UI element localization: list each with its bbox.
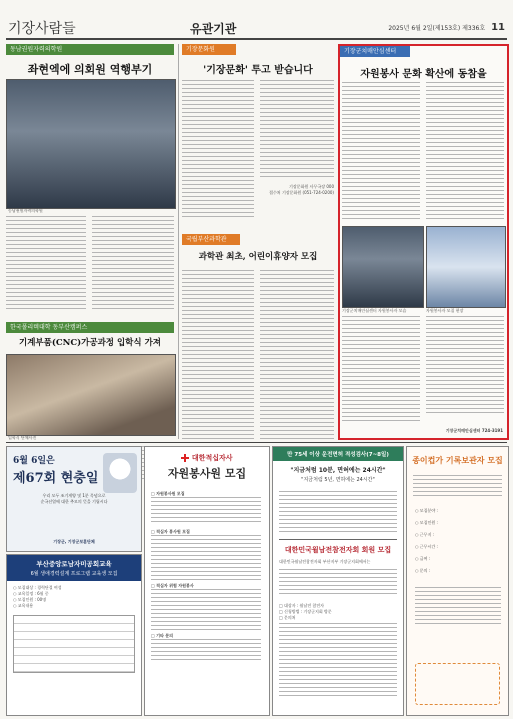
ad4-item: □ 대상자 : 월남전 참전자: [279, 603, 324, 608]
col3-body-c: [342, 316, 420, 426]
col3-photo2-caption: 자원봉사자 모집 현장: [426, 308, 464, 313]
issue-date: 2025년 6월 2일(제153호): [388, 25, 461, 32]
column-2: [182, 44, 334, 262]
ad5-intro: [413, 475, 502, 499]
ad1-title: 제67회 현충일: [13, 471, 99, 486]
ad2-item: ○ 교육일정 : 6월 중: [13, 591, 49, 596]
ad4-body: [279, 491, 397, 535]
col2-section2-body-a: [182, 270, 254, 440]
ad2-item: ○ 모집인원 : 00명: [13, 597, 47, 602]
col3-photo-2: [426, 226, 506, 308]
ad5-item: ○ 문의 :: [415, 568, 431, 573]
ad5-item: ○ 모집인원 :: [415, 520, 438, 525]
ad5-item: ○ 급여 :: [415, 556, 431, 561]
col1-section2-headline: 기계부품(CNC)가공과정 입학식 가져: [18, 338, 161, 348]
col2-section2-headline: 과학관 최초, 어린이휴양자 모집: [198, 252, 318, 262]
ad-license-and-veterans: [272, 446, 404, 716]
ad2-title: 부산중앙로남자미공회교육: [7, 555, 141, 570]
ad4-section2-sub: 대한민국월남전참전자회 부산지부 기장군지회에서는: [279, 559, 371, 564]
col3-body-d: [426, 316, 504, 416]
issue-info: [388, 22, 505, 33]
ad2-table: [13, 615, 135, 673]
ad3-item: □ 적십자 봉사원 모집: [151, 529, 190, 534]
col2-section2-body-b: [260, 270, 334, 440]
col1-section2-caption: 입학식 단체사진: [8, 435, 37, 440]
col3-body-b: [426, 82, 504, 222]
col3-photo-1: [342, 226, 424, 308]
ad3-item-body: [151, 639, 261, 667]
ad5-item: ○ 근무지 :: [415, 532, 434, 537]
ad4-section2-list: [279, 603, 397, 621]
col2-headline: '기장문화' 투고 받습니다: [203, 65, 313, 76]
col2-body-a: [182, 80, 254, 220]
col3-photo-caption: 기장군치매안심센터 자원봉사자 모습: [342, 308, 407, 313]
column-3-highlight: [338, 44, 509, 440]
ad1-org: 기장군, 기장군보훈단체: [53, 539, 95, 544]
ad5-body: [415, 587, 501, 627]
red-cross-icon: [181, 454, 189, 462]
ad4-sub2: "지금처럼 5년, 면허에는 24시간": [301, 477, 375, 483]
ad4-section2-body-2: [279, 623, 397, 703]
ad5-note-box: [415, 663, 500, 705]
col2-contact: 기장문화원 사무국장 000 접수처 기장문화원 (051-724-0200): [269, 184, 334, 195]
ad3-list: [145, 481, 269, 673]
ads-divider: [6, 442, 507, 443]
col1-tag: 동남권원자력의학원: [6, 44, 174, 55]
col2-tag: 기장문화원: [182, 44, 236, 55]
col1-body-a: [6, 216, 86, 316]
ad5-item: ○ 모집분야 :: [415, 508, 438, 513]
col2-section2-tag: 국립부산과학관: [182, 234, 240, 245]
column-1: [6, 44, 174, 440]
ad1-date: 6월 6일은: [13, 456, 55, 466]
ad4-item: □ 신청방법 : 기장군지회 방문: [279, 609, 332, 614]
issue-number: 제336호: [462, 25, 486, 32]
section-title: 기장사람들: [8, 21, 76, 37]
header-divider: [6, 38, 507, 40]
ad4-section2-title: 대한민국월남전참전자회 회원 모집: [284, 546, 392, 554]
ad-recruitment: [406, 446, 509, 716]
col1-section2-tag: 한국폴리텍대학 동부산캠퍼스: [6, 322, 174, 333]
col3-body-a: [342, 82, 420, 222]
ad5-title: 종이컵가 기록보관자 모집: [412, 455, 503, 465]
ad3-item: □ 적십자 위험 자원봉사: [151, 583, 194, 588]
ad4-section2-body: [279, 569, 397, 599]
ad2-item: ○ 모집대상 : 경력단절 여성: [13, 585, 62, 590]
ad2-sub: 6월 생애경력설계 프로그램 교육생 모집: [7, 570, 141, 581]
ad-red-cross: [144, 446, 270, 716]
ad3-title: 자원봉사원 모집: [167, 467, 247, 480]
ad3-header-text: 대한적십자사: [191, 454, 233, 462]
ad4-sub: "지금처럼 10분, 면허에는 24시간": [290, 467, 386, 474]
ad3-item: □ 자원봉사원 모집: [151, 491, 185, 496]
col2-body-b: [260, 80, 334, 180]
col1-section2-photo: [6, 354, 176, 436]
col1-body-b: [92, 216, 174, 316]
page-number: 11: [491, 22, 505, 33]
section-center-title: 유관기관: [190, 22, 237, 36]
ad3-item-body: [151, 589, 261, 633]
col3-footer: 기장군치매안심센터 724-3191: [445, 428, 503, 433]
ad2-list: [7, 581, 141, 613]
ad5-list: [415, 505, 501, 577]
col1-photo-caption: 동남권원자력의학원: [8, 208, 43, 213]
ad3-header: [145, 453, 269, 463]
ad5-item: ○ 근무시간 :: [415, 544, 438, 549]
col1-headline: 좌현엑에 의회원 역행부기: [27, 63, 153, 76]
col3-tag: 기장군치매안심센터: [340, 46, 410, 57]
ad3-item: □ 기타 문의: [151, 633, 174, 638]
ad-memorial-day: [6, 446, 142, 552]
col1-photo: [6, 79, 176, 209]
ad-center-program: [6, 554, 142, 716]
ad4-divider: [279, 539, 397, 540]
ad3-item-body: [151, 497, 261, 529]
ad2-item: ○ 교육내용: [13, 603, 34, 608]
ad1-sub: 우리 모두 조기게양 및 1분 묵념으로 순국선열에 대한 추모의 뜻을 기립시다: [40, 493, 108, 504]
ad4-item: □ 문의처: [279, 615, 296, 620]
column-divider-1: [178, 44, 179, 439]
col3-headline: 자원봉사 문화 확산에 동참을: [360, 69, 487, 80]
flag-icon: [103, 453, 137, 493]
ad3-item-body: [151, 535, 261, 583]
ad4-title: 만 75세 이상 운전면허 적성검사(7~8일): [273, 447, 403, 461]
